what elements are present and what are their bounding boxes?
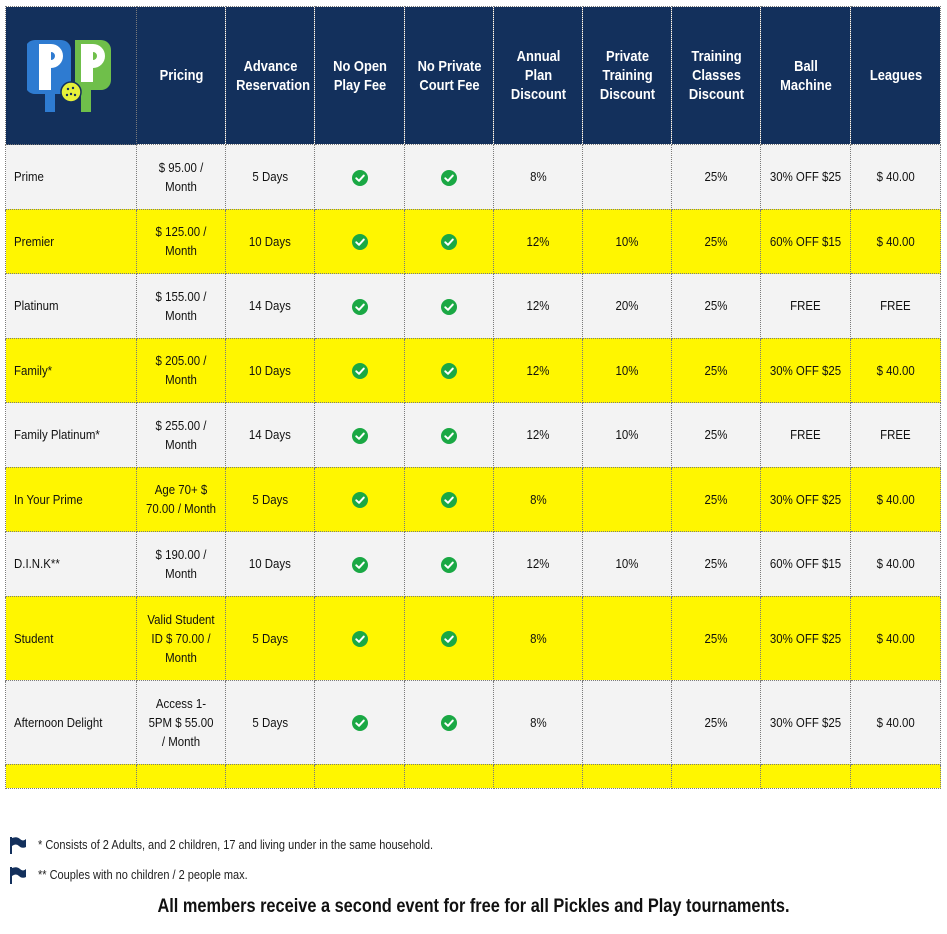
plan-leagues: FREE bbox=[880, 427, 911, 443]
plan-ball-machine: 30% OFF $25 bbox=[769, 630, 842, 646]
col-header-no-private-court-fee: No Private Court Fee bbox=[411, 7, 488, 145]
plan-pricing: $ 190.00 / Month bbox=[155, 546, 207, 581]
plan-ball-machine: 30% OFF $25 bbox=[769, 491, 842, 507]
plan-classes-discount: 25% bbox=[704, 362, 728, 378]
footnote-dink bbox=[8, 860, 938, 890]
plan-private-discount: 10% bbox=[615, 427, 639, 443]
check-circle-icon bbox=[352, 557, 368, 573]
plan-classes-discount: 25% bbox=[704, 298, 728, 314]
plan-leagues: $ 40.00 bbox=[876, 362, 915, 378]
plan-reservation: 5 Days bbox=[252, 491, 288, 507]
plan-reservation: 10 Days bbox=[249, 362, 291, 378]
plan-classes-discount: 25% bbox=[704, 233, 728, 249]
plan-ball-machine: 60% OFF $15 bbox=[769, 556, 842, 572]
plan-leagues: $ 40.00 bbox=[876, 714, 915, 730]
plan-annual-discount: 8% bbox=[529, 630, 547, 646]
table-row-platinum bbox=[6, 274, 941, 339]
plan-reservation: 14 Days bbox=[249, 298, 291, 314]
plan-ball-machine: 30% OFF $25 bbox=[769, 362, 842, 378]
check-circle-icon bbox=[352, 715, 368, 731]
plan-leagues: FREE bbox=[880, 298, 911, 314]
footnote-text: ** Couples with no children / 2 people max. bbox=[38, 868, 248, 882]
plan-name: Family* bbox=[14, 362, 53, 378]
col-header-training-classes-discount: Training Classes Discount bbox=[678, 7, 755, 145]
logo-cell bbox=[6, 7, 137, 145]
plan-reservation: 10 Days bbox=[249, 556, 291, 572]
plan-classes-discount: 25% bbox=[704, 169, 728, 185]
plan-classes-discount: 25% bbox=[704, 630, 728, 646]
plan-pricing: Access 1-5PM $ 55.00 / Month bbox=[148, 695, 214, 749]
plan-annual-discount: 8% bbox=[529, 169, 547, 185]
plan-pricing: $ 205.00 / Month bbox=[155, 353, 207, 388]
check-circle-icon bbox=[352, 631, 368, 647]
check-circle-icon bbox=[441, 170, 457, 186]
table-row-family-platinum bbox=[6, 403, 941, 468]
plan-reservation: 14 Days bbox=[249, 427, 291, 443]
plan-private-discount: 20% bbox=[615, 298, 639, 314]
plan-leagues: $ 40.00 bbox=[876, 169, 915, 185]
plan-annual-discount: 12% bbox=[526, 427, 550, 443]
plan-annual-discount: 8% bbox=[529, 491, 547, 507]
check-circle-icon bbox=[352, 299, 368, 315]
check-circle-icon bbox=[352, 363, 368, 379]
col-header-private-training-discount: Private Training Discount bbox=[589, 7, 666, 145]
plan-name: Family Platinum* bbox=[14, 427, 100, 443]
flag-icon bbox=[8, 835, 28, 855]
plan-ball-machine: FREE bbox=[790, 298, 821, 314]
plan-annual-discount: 12% bbox=[526, 298, 550, 314]
plan-classes-discount: 25% bbox=[704, 491, 728, 507]
check-circle-icon bbox=[441, 492, 457, 508]
plan-annual-discount: 8% bbox=[529, 714, 547, 730]
plan-name: Prime bbox=[14, 169, 44, 185]
plan-ball-machine: FREE bbox=[790, 427, 821, 443]
plan-reservation: 5 Days bbox=[252, 630, 288, 646]
check-circle-icon bbox=[441, 299, 457, 315]
plan-pricing: Valid Student ID $ 70.00 / Month bbox=[147, 611, 215, 665]
plan-classes-discount: 25% bbox=[704, 556, 728, 572]
plan-name: Afternoon Delight bbox=[14, 714, 103, 730]
plan-annual-discount: 12% bbox=[526, 556, 550, 572]
table-header-row bbox=[6, 7, 941, 145]
plan-name: In Your Prime bbox=[14, 491, 83, 507]
plan-name: Platinum bbox=[14, 298, 59, 314]
plan-classes-discount: 25% bbox=[704, 714, 728, 730]
plan-ball-machine: 30% OFF $25 bbox=[769, 714, 842, 730]
plan-private-discount: 10% bbox=[615, 233, 639, 249]
pickles-and-play-logo-icon bbox=[27, 34, 115, 118]
plan-leagues: $ 40.00 bbox=[876, 556, 915, 572]
plan-pricing: $ 155.00 / Month bbox=[155, 288, 207, 323]
check-circle-icon bbox=[441, 557, 457, 573]
check-circle-icon bbox=[352, 170, 368, 186]
plan-annual-discount: 12% bbox=[526, 362, 550, 378]
plan-name: D.I.N.K** bbox=[14, 556, 60, 572]
plan-name: Premier bbox=[14, 233, 55, 249]
footnote-family bbox=[8, 830, 938, 860]
check-circle-icon bbox=[441, 234, 457, 250]
plan-reservation: 10 Days bbox=[249, 233, 291, 249]
plan-reservation: 5 Days bbox=[252, 714, 288, 730]
membership-table-wrapper bbox=[5, 6, 940, 789]
table-row-in-your-prime bbox=[6, 467, 941, 532]
plan-leagues: $ 40.00 bbox=[876, 630, 915, 646]
table-row-empty bbox=[6, 764, 941, 788]
plan-pricing: $ 125.00 / Month bbox=[155, 224, 207, 259]
table-row-afternoon-delight bbox=[6, 680, 941, 764]
plan-leagues: $ 40.00 bbox=[876, 491, 915, 507]
plan-ball-machine: 30% OFF $25 bbox=[769, 169, 842, 185]
table-row-dink bbox=[6, 532, 941, 597]
col-header-pricing: Pricing bbox=[143, 7, 220, 145]
col-header-no-open-play-fee: No Open Play Fee bbox=[321, 7, 398, 145]
flag-icon bbox=[8, 865, 28, 885]
col-header-ball-machine: Ball Machine bbox=[767, 7, 844, 145]
table-row-student bbox=[6, 596, 941, 680]
plan-pricing: $ 95.00 / Month bbox=[158, 159, 204, 194]
plan-ball-machine: 60% OFF $15 bbox=[769, 233, 842, 249]
check-circle-icon bbox=[441, 428, 457, 444]
check-circle-icon bbox=[352, 234, 368, 250]
check-circle-icon bbox=[352, 492, 368, 508]
check-circle-icon bbox=[441, 363, 457, 379]
table-row-family bbox=[6, 338, 941, 403]
check-circle-icon bbox=[441, 715, 457, 731]
col-header-leagues: Leagues bbox=[857, 7, 934, 145]
tournament-note bbox=[0, 896, 947, 918]
table-row-prime bbox=[6, 145, 941, 210]
plan-classes-discount: 25% bbox=[704, 427, 728, 443]
check-circle-icon bbox=[441, 631, 457, 647]
plan-pricing: $ 255.00 / Month bbox=[155, 417, 207, 452]
plan-leagues: $ 40.00 bbox=[876, 233, 915, 249]
plan-private-discount: 10% bbox=[615, 556, 639, 572]
tournament-note-text: All members receive a second event for free for all Pickles and Play tournaments. bbox=[157, 896, 790, 917]
membership-comparison-table bbox=[5, 6, 941, 789]
footnotes bbox=[8, 830, 938, 890]
col-header-annual-plan-discount: Annual Plan Discount bbox=[500, 7, 577, 145]
plan-annual-discount: 12% bbox=[526, 233, 550, 249]
plan-pricing: Age 70+ $ 70.00 / Month bbox=[146, 482, 216, 517]
plan-private-discount: 10% bbox=[615, 362, 639, 378]
footnote-text: * Consists of 2 Adults, and 2 children, 17 and living under in the same household. bbox=[38, 838, 434, 852]
check-circle-icon bbox=[352, 428, 368, 444]
col-header-advance-reservation: Advance Reservation bbox=[232, 7, 309, 145]
table-row-premier bbox=[6, 209, 941, 274]
plan-name: Student bbox=[14, 630, 54, 646]
plan-reservation: 5 Days bbox=[252, 169, 288, 185]
